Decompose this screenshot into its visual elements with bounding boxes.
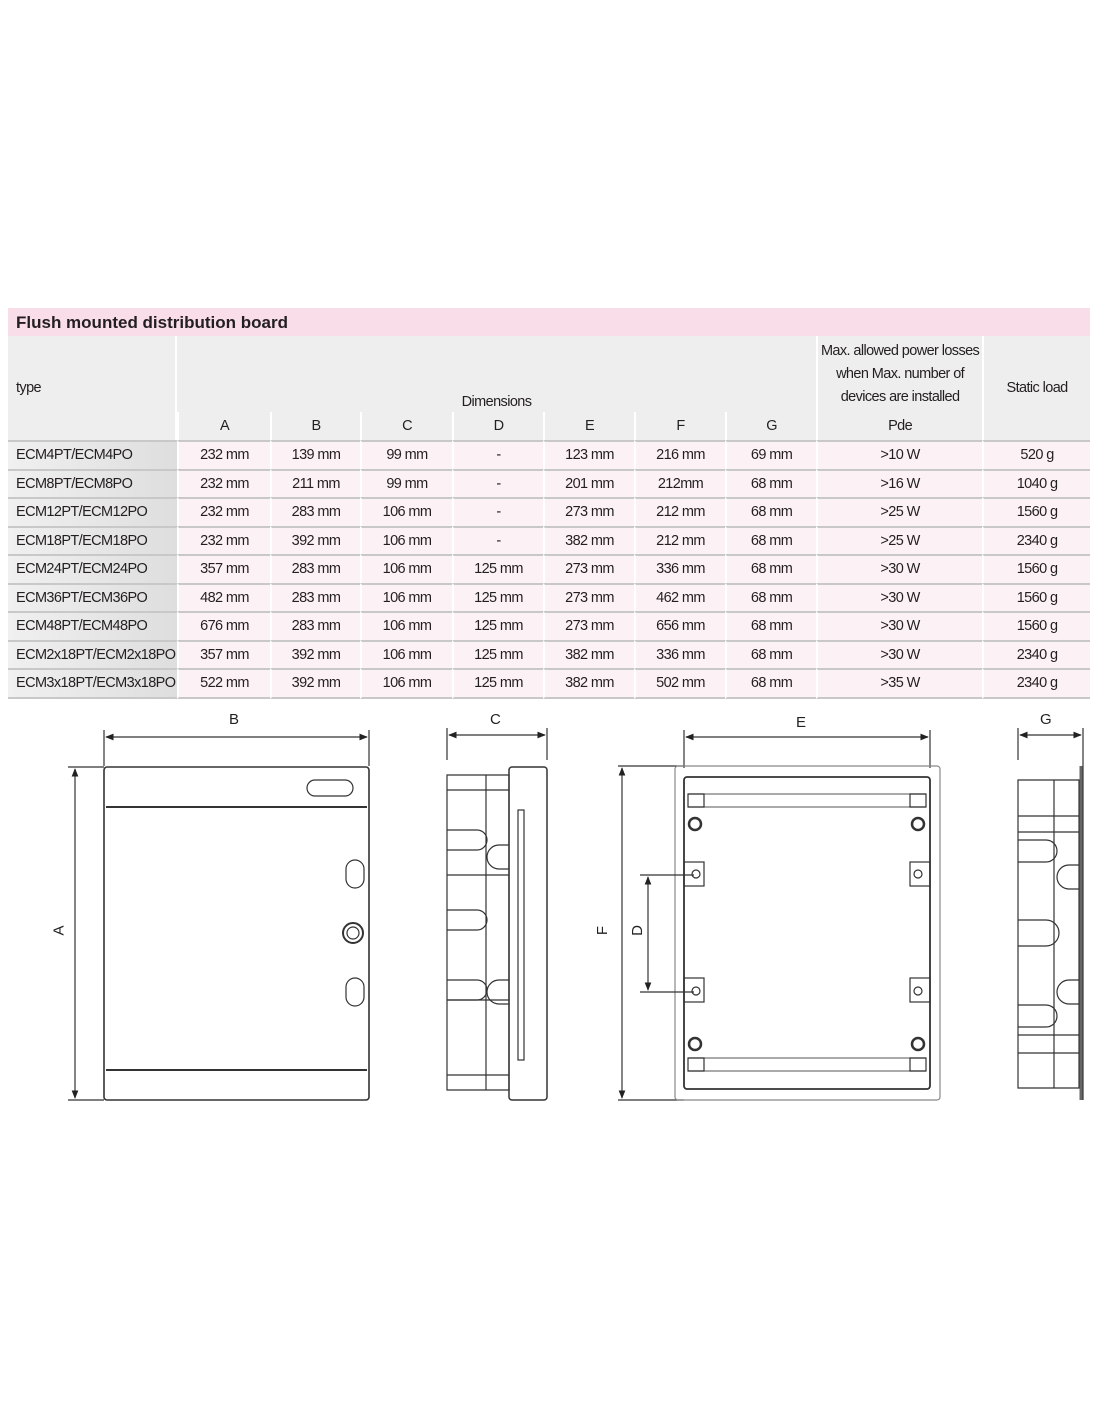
cell-pde: >16 W xyxy=(816,469,982,498)
cell-d: - xyxy=(452,440,543,469)
cell-static-load: 2340 g xyxy=(982,640,1090,669)
cell-type: ECM24PT/ECM24PO xyxy=(8,554,177,583)
label-b: B xyxy=(229,711,240,728)
depth-view-drawing xyxy=(1018,728,1083,1100)
cell-d: 125 mm xyxy=(452,611,543,640)
cell-c: 106 mm xyxy=(360,554,452,583)
cell-e: 382 mm xyxy=(543,668,634,699)
cell-f: 216 mm xyxy=(634,440,725,469)
cell-b: 283 mm xyxy=(270,583,360,612)
header-b: B xyxy=(270,412,360,440)
cell-e: 273 mm xyxy=(543,611,634,640)
cell-pde: >25 W xyxy=(816,526,982,555)
cell-e: 382 mm xyxy=(543,640,634,669)
cell-pde: >30 W xyxy=(816,611,982,640)
dimensions-table xyxy=(8,336,1090,699)
table-row xyxy=(8,583,1090,612)
cell-c: 99 mm xyxy=(360,469,452,498)
cell-static-load: 2340 g xyxy=(982,668,1090,699)
label-c: C xyxy=(490,711,501,728)
table-body xyxy=(8,440,1090,699)
header-a: A xyxy=(177,412,270,440)
cell-d: 125 mm xyxy=(452,554,543,583)
header-g: G xyxy=(725,412,816,440)
cell-d: 125 mm xyxy=(452,583,543,612)
cell-g: 68 mm xyxy=(725,469,816,498)
cell-type: ECM4PT/ECM4PO xyxy=(8,440,177,469)
header-static-load: Static load xyxy=(982,336,1090,440)
front-view-drawing xyxy=(68,730,369,1100)
cell-static-load: 1560 g xyxy=(982,554,1090,583)
cell-pde: >30 W xyxy=(816,554,982,583)
cell-g: 68 mm xyxy=(725,640,816,669)
table-row xyxy=(8,554,1090,583)
header-dimensions: Dimensions xyxy=(177,336,816,412)
cell-d: 125 mm xyxy=(452,668,543,699)
cell-type: ECM2x18PT/ECM2x18PO xyxy=(8,640,177,669)
cell-a: 522 mm xyxy=(177,668,270,699)
drawings-svg xyxy=(0,700,1100,1110)
cell-pde: >10 W xyxy=(816,440,982,469)
cell-d: - xyxy=(452,469,543,498)
distribution-board-table xyxy=(8,308,1090,699)
cell-type: ECM8PT/ECM8PO xyxy=(8,469,177,498)
cell-type: ECM12PT/ECM12PO xyxy=(8,497,177,526)
cell-a: 232 mm xyxy=(177,440,270,469)
header-power-losses: Max. allowed power losses when Max. number of devices are installed xyxy=(816,336,982,412)
cell-b: 283 mm xyxy=(270,611,360,640)
cell-static-load: 1560 g xyxy=(982,611,1090,640)
cell-g: 69 mm xyxy=(725,440,816,469)
cell-c: 106 mm xyxy=(360,583,452,612)
cell-e: 273 mm xyxy=(543,497,634,526)
cell-e: 273 mm xyxy=(543,583,634,612)
label-f: F xyxy=(594,925,612,936)
table-row xyxy=(8,469,1090,498)
cell-g: 68 mm xyxy=(725,583,816,612)
table-row xyxy=(8,668,1090,699)
cell-static-load: 1560 g xyxy=(982,497,1090,526)
table-row xyxy=(8,440,1090,469)
cell-d: - xyxy=(452,526,543,555)
cell-a: 232 mm xyxy=(177,497,270,526)
cell-static-load: 1040 g xyxy=(982,469,1090,498)
cell-g: 68 mm xyxy=(725,497,816,526)
table-row xyxy=(8,611,1090,640)
side-view-drawing xyxy=(447,728,547,1100)
cell-a: 676 mm xyxy=(177,611,270,640)
label-e: E xyxy=(796,714,807,731)
header-d: D xyxy=(452,412,543,440)
cell-c: 106 mm xyxy=(360,526,452,555)
cell-type: ECM36PT/ECM36PO xyxy=(8,583,177,612)
cell-c: 106 mm xyxy=(360,668,452,699)
cell-static-load: 520 g xyxy=(982,440,1090,469)
cell-pde: >35 W xyxy=(816,668,982,699)
cell-c: 106 mm xyxy=(360,640,452,669)
cell-c: 106 mm xyxy=(360,497,452,526)
technical-drawings xyxy=(0,700,1100,1115)
cell-a: 357 mm xyxy=(177,554,270,583)
cell-f: 336 mm xyxy=(634,554,725,583)
cell-b: 392 mm xyxy=(270,526,360,555)
cell-d: - xyxy=(452,497,543,526)
cell-c: 106 mm xyxy=(360,611,452,640)
header-pde: Pde xyxy=(816,412,982,440)
label-g: G xyxy=(1040,711,1052,728)
cell-d: 125 mm xyxy=(452,640,543,669)
cell-a: 357 mm xyxy=(177,640,270,669)
cell-g: 68 mm xyxy=(725,611,816,640)
cell-g: 68 mm xyxy=(725,526,816,555)
label-a: A xyxy=(50,925,68,936)
cell-b: 283 mm xyxy=(270,497,360,526)
header-e: E xyxy=(543,412,634,440)
table-row xyxy=(8,640,1090,669)
back-view-drawing xyxy=(618,730,940,1100)
header-f: F xyxy=(634,412,725,440)
cell-b: 139 mm xyxy=(270,440,360,469)
cell-f: 336 mm xyxy=(634,640,725,669)
cell-f: 212 mm xyxy=(634,526,725,555)
cell-e: 382 mm xyxy=(543,526,634,555)
header-type: type xyxy=(8,336,177,440)
cell-static-load: 1560 g xyxy=(982,583,1090,612)
cell-pde: >30 W xyxy=(816,583,982,612)
table-title: Flush mounted distribution board xyxy=(8,308,1090,336)
cell-f: 212 mm xyxy=(634,497,725,526)
cell-type: ECM18PT/ECM18PO xyxy=(8,526,177,555)
table-row xyxy=(8,526,1090,555)
cell-f: 462 mm xyxy=(634,583,725,612)
cell-f: 502 mm xyxy=(634,668,725,699)
cell-type: ECM3x18PT/ECM3x18PO xyxy=(8,668,177,699)
cell-a: 232 mm xyxy=(177,526,270,555)
cell-pde: >30 W xyxy=(816,640,982,669)
cell-f: 656 mm xyxy=(634,611,725,640)
cell-g: 68 mm xyxy=(725,668,816,699)
header-c: C xyxy=(360,412,452,440)
cell-pde: >25 W xyxy=(816,497,982,526)
label-d: D xyxy=(628,925,646,936)
table-row xyxy=(8,497,1090,526)
cell-e: 201 mm xyxy=(543,469,634,498)
cell-g: 68 mm xyxy=(725,554,816,583)
cell-b: 392 mm xyxy=(270,668,360,699)
cell-e: 273 mm xyxy=(543,554,634,583)
cell-b: 392 mm xyxy=(270,640,360,669)
cell-b: 211 mm xyxy=(270,469,360,498)
cell-a: 232 mm xyxy=(177,469,270,498)
cell-f: 212mm xyxy=(634,469,725,498)
cell-e: 123 mm xyxy=(543,440,634,469)
cell-type: ECM48PT/ECM48PO xyxy=(8,611,177,640)
cell-a: 482 mm xyxy=(177,583,270,612)
cell-c: 99 mm xyxy=(360,440,452,469)
cell-b: 283 mm xyxy=(270,554,360,583)
cell-static-load: 2340 g xyxy=(982,526,1090,555)
